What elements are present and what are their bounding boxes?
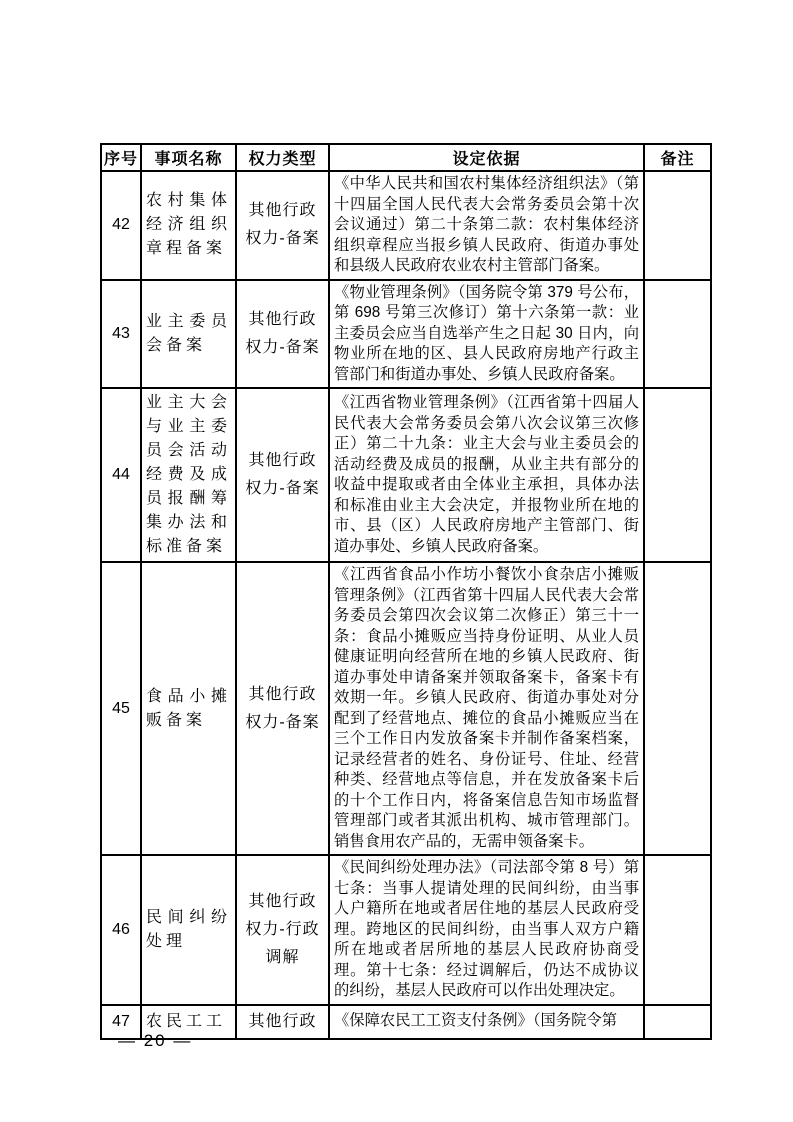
table-row-45 xyxy=(101,562,711,855)
cell-item-name: 农民工工 xyxy=(141,1005,236,1039)
cell-remarks xyxy=(644,562,711,855)
cell-power-type: 其他行政权力-备案 xyxy=(236,388,329,562)
column-header-serial-number: 序号 xyxy=(101,144,141,171)
page-number: — 20 — xyxy=(118,1031,193,1050)
cell-item-name: 业主委员会备案 xyxy=(141,280,236,389)
cell-item-name: 业主大会与业主委员会活动经费及成员报酬筹集办法和标准备案 xyxy=(141,388,236,562)
table-row-43 xyxy=(101,280,711,389)
cell-power-type: 其他行政权力-行政调解 xyxy=(236,855,329,1005)
cell-setting-basis: 《保障农民工工资支付条例》（国务院令第 xyxy=(329,1005,644,1039)
table-row-44 xyxy=(101,388,711,562)
cell-setting-basis: 《江西省物业管理条例》（江西省第十四届人民代表大会常务委员会第八次会议第三次修正）第二十九条：业主大会与业主委员会的活动经费及成员的报酬，从业主共有部分的收益中提取或者由全体业主承担，具体办法和标准由业主大会决定，并报物业所在地的市、县（区）人民政府房地产主管部门、街道办事处、乡镇人民政府备案。 xyxy=(329,388,644,562)
cell-remarks xyxy=(644,171,711,280)
column-header-setting-basis: 设定依据 xyxy=(329,144,644,171)
cell-setting-basis: 《中华人民共和国农村集体经济组织法》（第十四届全国人民代表大会常务委员会第十次会议通过）第二十条第二款：农村集体经济组织章程应当报乡镇人民政府、街道办事处和县级人民政府农业农村主管部门备案。 xyxy=(329,171,644,280)
cell-item-name: 食品小摊贩备案 xyxy=(141,562,236,855)
cell-serial-number: 45 xyxy=(101,562,141,855)
cell-serial-number: 47 xyxy=(101,1005,141,1039)
cell-setting-basis: 《物业管理条例》（国务院令第 379 号公布，第 698 号第三次修订）第十六条第一款：业主委员会应当自选举产生之日起 30 日内，向物业所在地的区、县人民政府房地产行政主管部门和街道办事处、乡镇人民政府备案。 xyxy=(329,280,644,389)
cell-remarks xyxy=(644,388,711,562)
cell-remarks xyxy=(644,1005,711,1039)
column-header-remarks: 备注 xyxy=(644,144,711,171)
table-row-46 xyxy=(101,855,711,1005)
power-items-table xyxy=(100,143,712,1040)
cell-remarks xyxy=(644,855,711,1005)
cell-power-type: 其他行政权力-备案 xyxy=(236,280,329,389)
cell-serial-number: 46 xyxy=(101,855,141,1005)
cell-remarks xyxy=(644,280,711,389)
cell-power-type: 其他行政权力-备案 xyxy=(236,562,329,855)
column-header-item-name: 事项名称 xyxy=(141,144,236,171)
table-row-47 xyxy=(101,1005,711,1039)
table-header-row xyxy=(101,144,711,171)
cell-item-name: 民间纠纷处理 xyxy=(141,855,236,1005)
cell-serial-number: 44 xyxy=(101,388,141,562)
cell-power-type: 其他行政 xyxy=(236,1005,329,1039)
cell-setting-basis: 《民间纠纷处理办法》（司法部令第 8 号）第七条：当事人提请处理的民间纠纷，由当事人户籍所在地或者居住地的基层人民政府受理。跨地区的民间纠纷，由当事人双方户籍所在地或者居所地的基层人民政府协商受理。第十七条：经过调解后，仍达不成协议的纠纷，基层人民政府可以作出处理决定。 xyxy=(329,855,644,1005)
cell-serial-number: 42 xyxy=(101,171,141,280)
column-header-power-type: 权力类型 xyxy=(236,144,329,171)
cell-serial-number: 43 xyxy=(101,280,141,389)
cell-setting-basis: 《江西省食品小作坊小餐饮小食杂店小摊贩管理条例》（江西省第十四届人民代表大会常务委员会第四次会议第二次修正）第三十一条：食品小摊贩应当持身份证明、从业人员健康证明向经营所在地的乡镇人民政府、街道办事处申请备案并领取备案卡，备案卡有效期一年。乡镇人民政府、街道办事处对分配到了经营地点、摊位的食品小摊贩应当在三个工作日内发放备案卡并制作备案档案，记录经营者的姓名、身份证号、住址、经营种类、经营地点等信息，并在发放备案卡后的十个工作日内，将备案信息告知市场监督管理部门或者其派出机构、城市管理部门。销售食用农产品的，无需申领备案卡。 xyxy=(329,562,644,855)
cell-item-name: 农村集体经济组织章程备案 xyxy=(141,171,236,280)
cell-power-type: 其他行政权力-备案 xyxy=(236,171,329,280)
table-row-42 xyxy=(101,171,711,280)
